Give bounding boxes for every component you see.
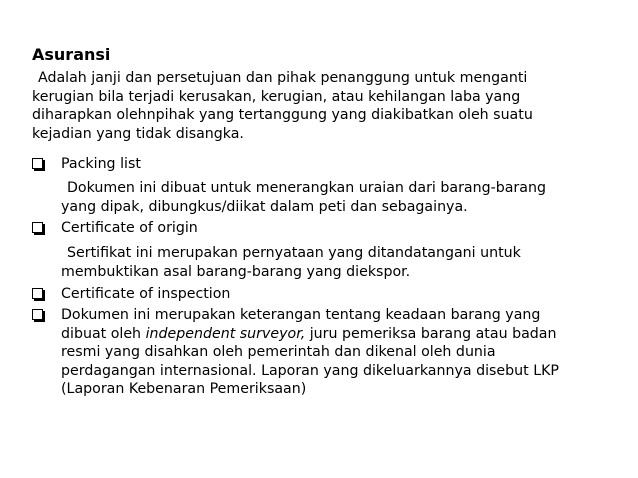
emphasis-text: independent surveyor, [145,325,306,342]
list-item-description [61,179,606,216]
list-item-inspection-description [32,306,622,402]
checkbox-bullet-icon [32,222,43,233]
list-item-certificate-of-inspection [32,285,622,304]
list-item-label: Packing list [61,156,141,172]
intro-paragraph [32,69,612,143]
intro-line: diharapkan olehnpihak yang tertanggung yang diakibatkan oleh suatu [32,107,533,123]
description-line: (Laporan Kebenaran Pemeriksaan) [61,381,307,397]
list-item-label: Certificate of origin [61,220,198,236]
description-line: membuktikan asal barang-barang yang diekspor. [61,263,411,280]
checkbox-bullet-icon [32,288,43,299]
description-text: dibuat oleh [61,325,146,342]
description-line [61,325,621,344]
list-item-certificate-of-origin [32,219,622,238]
description-line: Dokumen ini dibuat untuk menerangkan uraian dari barang-barang [67,180,546,196]
intro-line: Adalah janji dan persetujuan dan pihak penanggung untuk menganti [38,70,528,86]
list-item-packing-list [32,155,622,174]
description-text: juru pemeriksa barang atau badan [305,325,557,342]
description-line: Dokumen ini merupakan keterangan tentang keadaan barang yang [61,307,541,323]
description-line: perdagangan internasional. Laporan yang dikeluarkannya disebut LKP [61,362,559,379]
checkbox-bullet-icon [32,158,43,169]
page-title: Asuransi [32,45,111,64]
intro-line: kerugian bila terjadi kerusakan, kerugian, atau kehilangan laba yang [32,88,521,105]
description-line: yang dipak, dibungkus/diikat dalam peti dan sebagainya. [61,198,468,215]
description-line: Sertifikat ini merupakan pernyataan yang ditandatangani untuk [67,245,521,261]
list-item-body [61,306,621,399]
description-line: resmi yang disahkan oleh pemerintah dan dikenal oleh dunia [61,344,496,360]
checkbox-bullet-icon [32,309,43,320]
list-item-label: Certificate of inspection [61,286,231,302]
intro-line: kejadian yang tidak disangka. [32,125,244,142]
list-item-description [61,244,606,281]
